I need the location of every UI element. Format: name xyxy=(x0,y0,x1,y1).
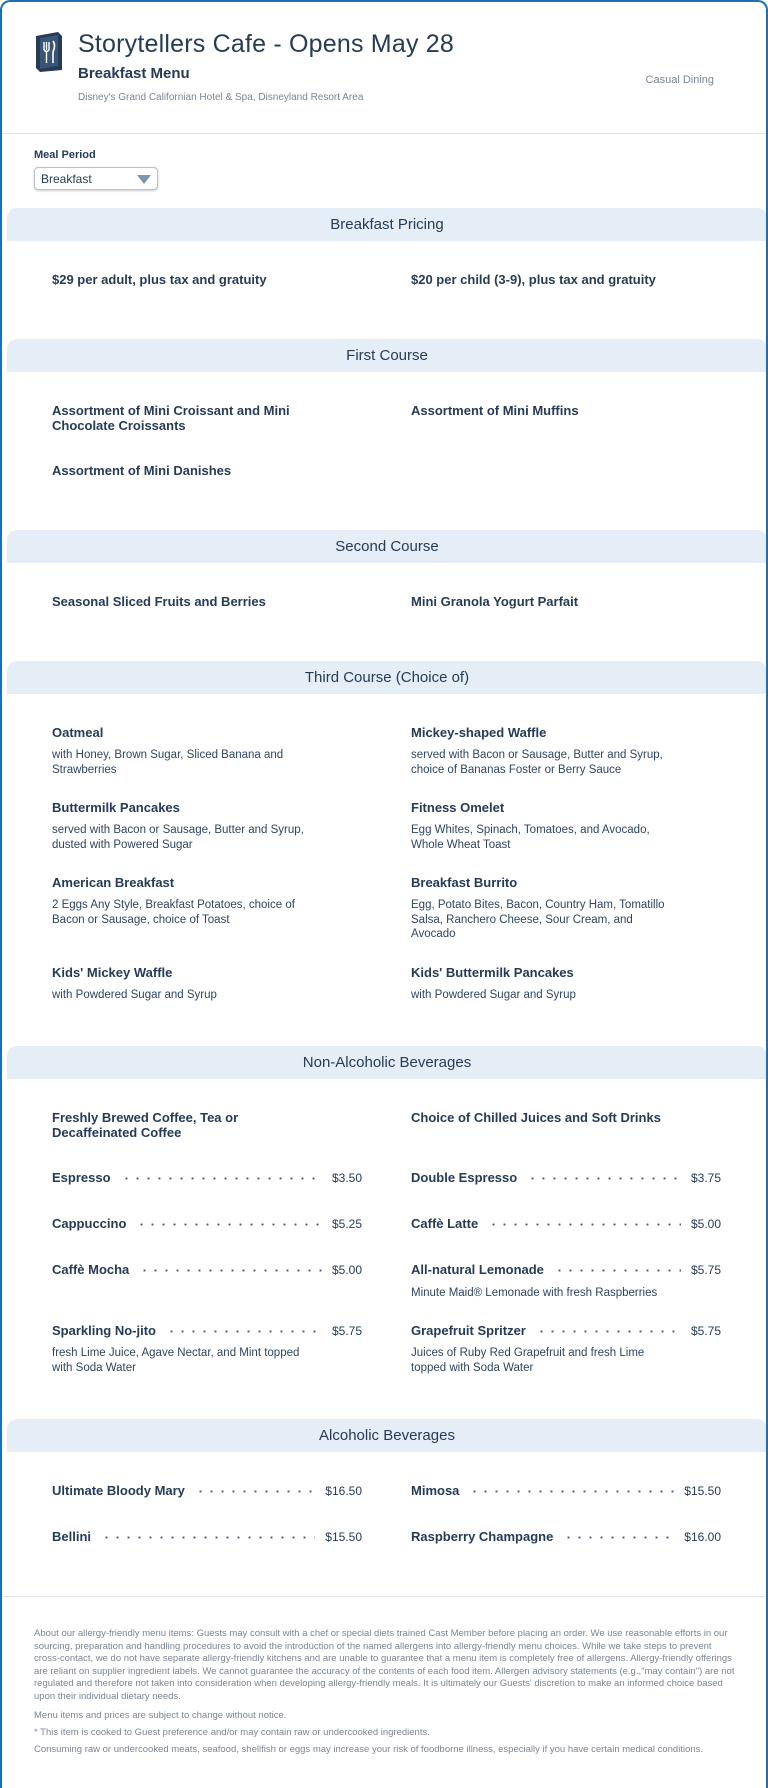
item-price: $3.50 xyxy=(331,1171,362,1185)
menu-item-name: Buttermilk Pancakes xyxy=(52,800,180,815)
menu-item-name: Kids' Buttermilk Pancakes xyxy=(411,965,574,980)
priced-item xyxy=(411,1262,721,1278)
item-price: $16.00 xyxy=(684,1530,721,1544)
item-name: Raspberry Champagne xyxy=(411,1529,554,1544)
priced-item xyxy=(411,1170,721,1186)
restaurant-header xyxy=(2,2,766,134)
item-price: $3.75 xyxy=(690,1171,721,1185)
raw-food-warning: Consuming raw or undercooked meats, seafood, shellfish or eggs may increase your risk of foodborne illness, especially if you have certain medical conditions. xyxy=(34,1744,704,1755)
dining-category: Casual Dining xyxy=(645,74,714,86)
menu-item-desc: served with Bacon or Sausage, Butter and Syrup, dusted with Powered Sugar xyxy=(52,824,304,851)
item-price: $5.75 xyxy=(690,1263,721,1277)
priced-item xyxy=(52,1170,362,1186)
menu-item-name: Oatmeal xyxy=(52,725,104,740)
adult-price: $29 per adult, plus tax and gratuity xyxy=(52,272,267,287)
menu-item-name: Kids' Mickey Waffle xyxy=(52,965,173,980)
cooked-notice: * This item is cooked to Guest preference and/or may contain raw or undercooked ingredients. xyxy=(34,1727,430,1738)
menu-item-desc: Minute Maid® Lemonade with fresh Raspberries xyxy=(411,1287,658,1299)
item-name: Bellini xyxy=(52,1529,92,1544)
menu-item: Choice of Chilled Juices and Soft Drinks xyxy=(411,1110,661,1125)
priced-item xyxy=(411,1483,721,1499)
menu-subtitle: Breakfast Menu xyxy=(78,65,190,82)
item-name: Espresso xyxy=(52,1170,111,1185)
menu-item-desc: 2 Eggs Any Style, Breakfast Potatoes, choice of Bacon or Sausage, choice of Toast xyxy=(52,899,295,926)
menu-item-name: Mickey-shaped Waffle xyxy=(411,725,547,740)
item-name: Ultimate Bloody Mary xyxy=(52,1483,185,1498)
item-price: $5.75 xyxy=(331,1324,362,1338)
menu-item-desc: with Powdered Sugar and Syrup xyxy=(52,989,217,1001)
menu-item-desc: Egg Whites, Spinach, Tomatoes, and Avocado, Whole Wheat Toast xyxy=(411,824,650,851)
item-name: Caffè Latte xyxy=(411,1216,479,1231)
menu-item-desc: with Honey, Brown Sugar, Sliced Banana and Strawberries xyxy=(52,749,284,776)
footer-divider xyxy=(2,1596,768,1597)
priced-item xyxy=(411,1216,721,1232)
priced-item xyxy=(52,1216,362,1232)
menu-item-name: American Breakfast xyxy=(52,875,175,890)
priced-item xyxy=(411,1529,721,1545)
page-title: Storytellers Cafe - Opens May 28 xyxy=(78,30,454,58)
menu-item-desc: served with Bacon or Sausage, Butter and Syrup, choice of Bananas Foster or Berry Sauce xyxy=(411,749,663,776)
item-name: Mimosa xyxy=(411,1483,460,1498)
item-price: $5.00 xyxy=(331,1263,362,1277)
price-change-notice: Menu items and prices are subject to change without notice. xyxy=(34,1710,287,1721)
item-price: $5.25 xyxy=(331,1217,362,1231)
menu-item-desc: Juices of Ruby Red Grapefruit and fresh Lime topped with Soda Water xyxy=(411,1347,645,1374)
item-price: $15.50 xyxy=(684,1484,721,1498)
section-header-second-course: Second Course xyxy=(7,530,767,563)
meal-period-control xyxy=(34,149,158,190)
menu-item-desc: fresh Lime Juice, Agave Nectar, and Mint topped with Soda Water xyxy=(52,1347,300,1374)
menu-item: Assortment of Mini Danishes xyxy=(52,463,232,478)
section-header-non-alcoholic: Non-Alcoholic Beverages xyxy=(7,1046,767,1079)
item-price: $16.50 xyxy=(325,1484,362,1498)
priced-item xyxy=(52,1529,362,1545)
menu-item-name: Breakfast Burrito xyxy=(411,875,518,890)
menu-item-desc: Egg, Potato Bites, Bacon, Country Ham, Tomatillo Salsa, Ranchero Cheese, Sour Cream, and Avocado xyxy=(411,899,665,940)
menu-item-name: Fitness Omelet xyxy=(411,800,505,815)
priced-item xyxy=(52,1323,362,1339)
item-name: Double Espresso xyxy=(411,1170,518,1185)
item-name: All-natural Lemonade xyxy=(411,1262,544,1277)
priced-item xyxy=(411,1323,721,1339)
item-price: $5.75 xyxy=(690,1324,721,1338)
item-price: $15.50 xyxy=(325,1530,362,1544)
chevron-down-icon xyxy=(137,175,151,184)
menu-item: Assortment of Mini Croissant and Mini Chocolate Croissants xyxy=(52,403,290,433)
fork-knife-book-icon xyxy=(34,32,64,72)
section-header-alcoholic: Alcoholic Beverages xyxy=(7,1419,767,1452)
priced-item xyxy=(52,1483,362,1499)
menu-item: Mini Granola Yogurt Parfait xyxy=(411,594,579,609)
item-name: Caffè Mocha xyxy=(52,1262,130,1277)
item-name: Grapefruit Spritzer xyxy=(411,1323,526,1338)
item-name: Sparkling No-jito xyxy=(52,1323,156,1338)
menu-item-desc: with Powdered Sugar and Syrup xyxy=(411,989,576,1001)
priced-item xyxy=(52,1262,362,1278)
allergy-disclaimer: About our allergy-friendly menu items: Guests may consult with a chef or special diets trained Cast Member before placing an order. We use reasonable efforts in our sourcing, preparation and handling procedures to avoid the introduction of the named allergens into allergy-friendly menu choices. While we take steps to prevent cross-contact, we do not have separate allergy-friendly kitchens and are unable to guarantee that a menu item is completely free of allergens. Allergy-friendly offerings are reliant on supplier ingredient labels. We cannot guarantee the accuracy of the contents of each food item. Allergen advisory statements (e.g.,"may contain") are not regulated and therefore not taken into consideration when developing allergy-friendly meals. It is ultimately our Guests' discretion to make an informed choice based upon their individual dietary needs. xyxy=(34,1628,735,1702)
menu-item: Assortment of Mini Muffins xyxy=(411,403,579,418)
menu-item: Seasonal Sliced Fruits and Berries xyxy=(52,594,266,609)
child-price: $20 per child (3-9), plus tax and gratuity xyxy=(411,272,656,287)
location-text: Disney's Grand Californian Hotel & Spa, Disneyland Resort Area xyxy=(78,92,364,103)
item-name: Cappuccino xyxy=(52,1216,127,1231)
meal-period-value: Breakfast xyxy=(41,172,92,186)
section-header-pricing: Breakfast Pricing xyxy=(7,208,767,241)
meal-period-select[interactable] xyxy=(34,167,158,190)
section-header-third-course: Third Course (Choice of) xyxy=(7,661,767,694)
section-header-first-course: First Course xyxy=(7,339,767,372)
meal-period-label: Meal Period xyxy=(34,149,96,161)
menu-item: Freshly Brewed Coffee, Tea or Decaffeinated Coffee xyxy=(52,1110,239,1140)
item-price: $5.00 xyxy=(690,1217,721,1231)
